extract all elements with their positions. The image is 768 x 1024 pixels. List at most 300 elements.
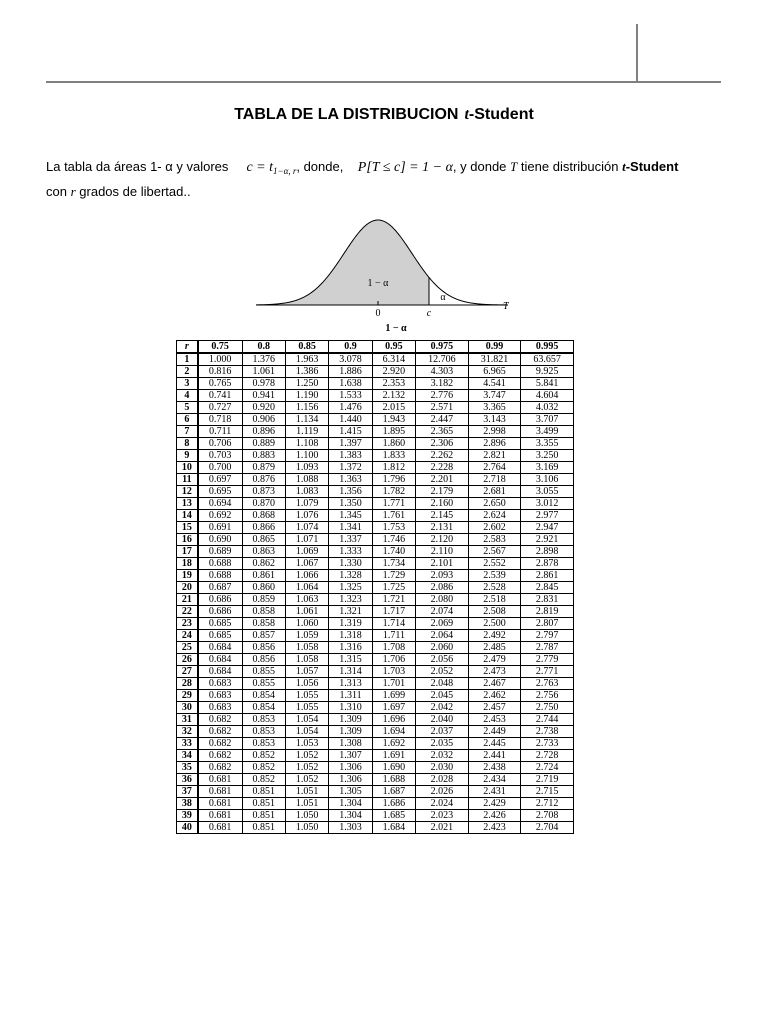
title-variable: t bbox=[464, 106, 469, 123]
table-cell: 0.685 bbox=[198, 630, 242, 642]
table-cell: 2.947 bbox=[521, 522, 574, 534]
intro-text-2: , donde, bbox=[296, 159, 344, 174]
table-cell: 0.857 bbox=[242, 630, 285, 642]
table-cell: 2.518 bbox=[468, 594, 521, 606]
table-cell: 2.779 bbox=[521, 654, 574, 666]
table-cell: 0.681 bbox=[198, 786, 242, 798]
table-row bbox=[177, 510, 574, 522]
table-cell: 1.886 bbox=[329, 366, 372, 378]
table-cell: 1.796 bbox=[372, 474, 415, 486]
table-cell: 0.855 bbox=[242, 666, 285, 678]
table-cell: 2.145 bbox=[416, 510, 469, 522]
table-cell: 2.571 bbox=[416, 402, 469, 414]
table-cell: 2.093 bbox=[416, 570, 469, 582]
table-cell: 1.415 bbox=[329, 426, 372, 438]
intro-text-1: La tabla da áreas 1- α y valores bbox=[46, 159, 229, 174]
table-cell: 1.313 bbox=[329, 678, 372, 690]
intro-text-3: , y donde bbox=[452, 159, 507, 174]
row-df-cell: 34 bbox=[177, 750, 198, 762]
table-cell: 1.330 bbox=[329, 558, 372, 570]
table-cell: 2.650 bbox=[468, 498, 521, 510]
formula-c-main: c = t bbox=[246, 160, 274, 175]
table-cell: 1.372 bbox=[329, 462, 372, 474]
table-cell: 1.321 bbox=[329, 606, 372, 618]
row-df-cell: 5 bbox=[177, 402, 198, 414]
table-cell: 2.426 bbox=[468, 810, 521, 822]
table-cell: 2.977 bbox=[521, 510, 574, 522]
row-df-cell: 1 bbox=[177, 353, 198, 366]
table-cell: 0.694 bbox=[198, 498, 242, 510]
table-cell: 1.771 bbox=[372, 498, 415, 510]
table-cell: 1.703 bbox=[372, 666, 415, 678]
table-cell: 0.906 bbox=[242, 414, 285, 426]
table-cell: 1.694 bbox=[372, 726, 415, 738]
table-cell: 2.583 bbox=[468, 534, 521, 546]
table-cell: 2.160 bbox=[416, 498, 469, 510]
table-cell: 0.700 bbox=[198, 462, 242, 474]
row-df-cell: 38 bbox=[177, 798, 198, 810]
table-row bbox=[177, 546, 574, 558]
table-cell: 1.055 bbox=[285, 690, 328, 702]
table-cell: 3.055 bbox=[521, 486, 574, 498]
table-cell: 2.567 bbox=[468, 546, 521, 558]
table-cell: 2.861 bbox=[521, 570, 574, 582]
table-cell: 1.069 bbox=[285, 546, 328, 558]
table-row bbox=[177, 402, 574, 414]
table-cell: 1.721 bbox=[372, 594, 415, 606]
table-cell: 2.998 bbox=[468, 426, 521, 438]
table-cell: 0.854 bbox=[242, 702, 285, 714]
table-cell: 0.682 bbox=[198, 726, 242, 738]
table-cell: 1.753 bbox=[372, 522, 415, 534]
table-cell: 0.689 bbox=[198, 546, 242, 558]
table-cell: 0.681 bbox=[198, 822, 242, 834]
table-cell: 2.733 bbox=[521, 738, 574, 750]
table-cell: 1.304 bbox=[329, 798, 372, 810]
table-cell: 1.761 bbox=[372, 510, 415, 522]
table-cell: 2.052 bbox=[416, 666, 469, 678]
table-cell: 1.088 bbox=[285, 474, 328, 486]
table-cell: 1.711 bbox=[372, 630, 415, 642]
table-cell: 0.883 bbox=[242, 450, 285, 462]
intro-var-T: T bbox=[510, 159, 518, 174]
table-cell: 2.712 bbox=[521, 798, 574, 810]
tail-label: α bbox=[440, 292, 446, 303]
table-cell: 0.691 bbox=[198, 522, 242, 534]
header-col: 0.975 bbox=[416, 341, 469, 354]
table-cell: 2.048 bbox=[416, 678, 469, 690]
row-df-cell: 29 bbox=[177, 690, 198, 702]
table-cell: 2.921 bbox=[521, 534, 574, 546]
row-df-cell: 30 bbox=[177, 702, 198, 714]
row-df-cell: 17 bbox=[177, 546, 198, 558]
table-cell: 2.845 bbox=[521, 582, 574, 594]
table-cell: 1.341 bbox=[329, 522, 372, 534]
table-cell: 2.764 bbox=[468, 462, 521, 474]
table-cell: 0.683 bbox=[198, 678, 242, 690]
table-cell: 1.054 bbox=[285, 714, 328, 726]
table-cell: 4.303 bbox=[416, 366, 469, 378]
table-cell: 1.323 bbox=[329, 594, 372, 606]
table-cell: 1.050 bbox=[285, 822, 328, 834]
table-cell: 2.718 bbox=[468, 474, 521, 486]
table-cell: 2.473 bbox=[468, 666, 521, 678]
table-cell: 63.657 bbox=[521, 353, 574, 366]
table-row bbox=[177, 486, 574, 498]
row-df-cell: 20 bbox=[177, 582, 198, 594]
table-cell: 1.250 bbox=[285, 378, 328, 390]
table-cell: 0.765 bbox=[198, 378, 242, 390]
header-col: 0.95 bbox=[372, 341, 415, 354]
table-cell: 6.965 bbox=[468, 366, 521, 378]
table-cell: 2.708 bbox=[521, 810, 574, 822]
table-cell: 2.228 bbox=[416, 462, 469, 474]
table-row bbox=[177, 474, 574, 486]
table-cell: 1.052 bbox=[285, 774, 328, 786]
row-df-cell: 36 bbox=[177, 774, 198, 786]
table-cell: 2.060 bbox=[416, 642, 469, 654]
table-row bbox=[177, 786, 574, 798]
table-cell: 2.015 bbox=[372, 402, 415, 414]
table-cell: 0.706 bbox=[198, 438, 242, 450]
table-row bbox=[177, 594, 574, 606]
header-col: 0.995 bbox=[521, 341, 574, 354]
table-cell: 1.190 bbox=[285, 390, 328, 402]
formula-c-sub: 1−α, r bbox=[273, 166, 297, 176]
table-cell: 0.978 bbox=[242, 378, 285, 390]
curve-shaded-area bbox=[256, 220, 429, 305]
table-cell: 1.067 bbox=[285, 558, 328, 570]
header-col: 0.8 bbox=[242, 341, 285, 354]
table-cell: 0.889 bbox=[242, 438, 285, 450]
row-df-cell: 24 bbox=[177, 630, 198, 642]
table-cell: 1.079 bbox=[285, 498, 328, 510]
table-cell: 1.100 bbox=[285, 450, 328, 462]
table-cell: 1.686 bbox=[372, 798, 415, 810]
table-cell: 0.853 bbox=[242, 714, 285, 726]
table-cell: 1.305 bbox=[329, 786, 372, 798]
table-cell: 1.052 bbox=[285, 762, 328, 774]
table-cell: 2.056 bbox=[416, 654, 469, 666]
table-cell: 0.684 bbox=[198, 666, 242, 678]
table-cell: 2.101 bbox=[416, 558, 469, 570]
table-row bbox=[177, 462, 574, 474]
row-df-cell: 40 bbox=[177, 822, 198, 834]
table-cell: 1.316 bbox=[329, 642, 372, 654]
table-cell: 0.703 bbox=[198, 450, 242, 462]
table-cell: 0.941 bbox=[242, 390, 285, 402]
table-cell: 1.333 bbox=[329, 546, 372, 558]
row-df-cell: 6 bbox=[177, 414, 198, 426]
table-cell: 0.686 bbox=[198, 594, 242, 606]
table-cell: 2.179 bbox=[416, 486, 469, 498]
table-cell: 2.035 bbox=[416, 738, 469, 750]
table-cell: 0.741 bbox=[198, 390, 242, 402]
row-df-cell: 35 bbox=[177, 762, 198, 774]
table-cell: 1.696 bbox=[372, 714, 415, 726]
table-cell: 3.365 bbox=[468, 402, 521, 414]
table-row bbox=[177, 774, 574, 786]
table-cell: 2.738 bbox=[521, 726, 574, 738]
table-cell: 3.707 bbox=[521, 414, 574, 426]
table-cell: 0.876 bbox=[242, 474, 285, 486]
table-cell: 0.692 bbox=[198, 510, 242, 522]
table-cell: 2.365 bbox=[416, 426, 469, 438]
table-row bbox=[177, 654, 574, 666]
intro-text-4: tiene distribución bbox=[520, 159, 619, 174]
table-row bbox=[177, 353, 574, 366]
table-cell: 1.304 bbox=[329, 810, 372, 822]
table-cell: 1.055 bbox=[285, 702, 328, 714]
table-cell: 1.717 bbox=[372, 606, 415, 618]
table-cell: 0.816 bbox=[198, 366, 242, 378]
table-cell: 1.093 bbox=[285, 462, 328, 474]
table-row bbox=[177, 582, 574, 594]
table-cell: 0.852 bbox=[242, 750, 285, 762]
table-cell: 0.865 bbox=[242, 534, 285, 546]
table-cell: 2.896 bbox=[468, 438, 521, 450]
table-cell: 1.714 bbox=[372, 618, 415, 630]
table-cell: 1.328 bbox=[329, 570, 372, 582]
intro-text-5: -Student bbox=[625, 159, 679, 174]
table-cell: 0.856 bbox=[242, 642, 285, 654]
table-cell: 2.028 bbox=[416, 774, 469, 786]
row-df-cell: 33 bbox=[177, 738, 198, 750]
title-suffix: -Student bbox=[468, 106, 534, 123]
zero-label: 0 bbox=[375, 308, 381, 319]
table-cell: 2.037 bbox=[416, 726, 469, 738]
table-cell: 1.708 bbox=[372, 642, 415, 654]
table-cell: 0.711 bbox=[198, 426, 242, 438]
table-cell: 1.053 bbox=[285, 738, 328, 750]
table-cell: 2.750 bbox=[521, 702, 574, 714]
table-cell: 0.862 bbox=[242, 558, 285, 570]
table-cell: 0.727 bbox=[198, 402, 242, 414]
table-cell: 1.156 bbox=[285, 402, 328, 414]
table-cell: 2.920 bbox=[372, 366, 415, 378]
table-cell: 0.896 bbox=[242, 426, 285, 438]
table-cell: 0.920 bbox=[242, 402, 285, 414]
table-row bbox=[177, 810, 574, 822]
table-cell: 2.467 bbox=[468, 678, 521, 690]
table-cell: 2.306 bbox=[416, 438, 469, 450]
table-cell: 1.054 bbox=[285, 726, 328, 738]
table-cell: 0.859 bbox=[242, 594, 285, 606]
table-cell: 0.853 bbox=[242, 738, 285, 750]
table-cell: 1.308 bbox=[329, 738, 372, 750]
table-cell: 2.262 bbox=[416, 450, 469, 462]
row-df-cell: 13 bbox=[177, 498, 198, 510]
header-rule bbox=[46, 81, 721, 83]
table-cell: 2.492 bbox=[468, 630, 521, 642]
table-cell: 1.314 bbox=[329, 666, 372, 678]
table-row bbox=[177, 798, 574, 810]
table-cell: 2.479 bbox=[468, 654, 521, 666]
table-cell: 0.863 bbox=[242, 546, 285, 558]
table-cell: 2.821 bbox=[468, 450, 521, 462]
table-cell: 2.086 bbox=[416, 582, 469, 594]
table-cell: 0.868 bbox=[242, 510, 285, 522]
table-cell: 1.692 bbox=[372, 738, 415, 750]
table-cell: 2.878 bbox=[521, 558, 574, 570]
table-cell: 1.383 bbox=[329, 450, 372, 462]
table-row bbox=[177, 822, 574, 834]
table-cell: 2.434 bbox=[468, 774, 521, 786]
table-header-row bbox=[177, 341, 574, 354]
table-cell: 2.728 bbox=[521, 750, 574, 762]
intro-line2-r: r bbox=[70, 184, 76, 199]
table-cell: 2.132 bbox=[372, 390, 415, 402]
table-cell: 2.026 bbox=[416, 786, 469, 798]
table-cell: 0.688 bbox=[198, 558, 242, 570]
table-row bbox=[177, 438, 574, 450]
table-cell: 1.311 bbox=[329, 690, 372, 702]
table-cell: 0.682 bbox=[198, 738, 242, 750]
table-cell: 1.309 bbox=[329, 714, 372, 726]
table-cell: 2.449 bbox=[468, 726, 521, 738]
table-row bbox=[177, 426, 574, 438]
table-cell: 1.685 bbox=[372, 810, 415, 822]
table-row bbox=[177, 690, 574, 702]
table-cell: 1.309 bbox=[329, 726, 372, 738]
table-cell: 1.691 bbox=[372, 750, 415, 762]
table-cell: 0.879 bbox=[242, 462, 285, 474]
t-distribution-table bbox=[176, 340, 574, 834]
table-cell: 1.051 bbox=[285, 786, 328, 798]
table-cell: 1.356 bbox=[329, 486, 372, 498]
table-cell: 1.303 bbox=[329, 822, 372, 834]
row-df-cell: 37 bbox=[177, 786, 198, 798]
table-cell: 1.533 bbox=[329, 390, 372, 402]
table-cell: 0.858 bbox=[242, 606, 285, 618]
table-cell: 2.021 bbox=[416, 822, 469, 834]
table-cell: 2.030 bbox=[416, 762, 469, 774]
row-df-cell: 2 bbox=[177, 366, 198, 378]
table-cell: 1.306 bbox=[329, 762, 372, 774]
table-cell: 3.078 bbox=[329, 353, 372, 366]
table-cell: 1.687 bbox=[372, 786, 415, 798]
row-df-cell: 4 bbox=[177, 390, 198, 402]
table-row bbox=[177, 714, 574, 726]
table-cell: 2.045 bbox=[416, 690, 469, 702]
table-cell: 1.074 bbox=[285, 522, 328, 534]
table-cell: 2.787 bbox=[521, 642, 574, 654]
table-cell: 1.746 bbox=[372, 534, 415, 546]
table-cell: 2.423 bbox=[468, 822, 521, 834]
row-df-cell: 9 bbox=[177, 450, 198, 462]
table-cell: 0.853 bbox=[242, 726, 285, 738]
table-cell: 0.851 bbox=[242, 798, 285, 810]
table-cell: 2.453 bbox=[468, 714, 521, 726]
table-cell: 1.071 bbox=[285, 534, 328, 546]
row-df-cell: 32 bbox=[177, 726, 198, 738]
intro-line-1 bbox=[46, 152, 736, 186]
table-row bbox=[177, 666, 574, 678]
table-row bbox=[177, 450, 574, 462]
table-cell: 1.061 bbox=[242, 366, 285, 378]
table-cell: 1.476 bbox=[329, 402, 372, 414]
table-cell: 2.131 bbox=[416, 522, 469, 534]
area-label: 1 − α bbox=[367, 278, 389, 289]
intro-line2-a: con bbox=[46, 184, 67, 199]
table-cell: 0.690 bbox=[198, 534, 242, 546]
table-row bbox=[177, 738, 574, 750]
table-cell: 2.080 bbox=[416, 594, 469, 606]
table-cell: 1.363 bbox=[329, 474, 372, 486]
row-df-cell: 7 bbox=[177, 426, 198, 438]
table-cell: 0.855 bbox=[242, 678, 285, 690]
table-cell: 31.821 bbox=[468, 353, 521, 366]
table-cell: 2.441 bbox=[468, 750, 521, 762]
table-cell: 1.083 bbox=[285, 486, 328, 498]
table-cell: 2.771 bbox=[521, 666, 574, 678]
table-cell: 1.690 bbox=[372, 762, 415, 774]
table-cell: 12.706 bbox=[416, 353, 469, 366]
intro-line-2 bbox=[46, 184, 191, 200]
table-row bbox=[177, 390, 574, 402]
table-cell: 0.682 bbox=[198, 762, 242, 774]
table-cell: 1.812 bbox=[372, 462, 415, 474]
table-row bbox=[177, 762, 574, 774]
table-cell: 2.110 bbox=[416, 546, 469, 558]
table-cell: 1.440 bbox=[329, 414, 372, 426]
row-df-cell: 27 bbox=[177, 666, 198, 678]
table-row bbox=[177, 522, 574, 534]
row-df-cell: 3 bbox=[177, 378, 198, 390]
table-cell: 0.856 bbox=[242, 654, 285, 666]
table-row bbox=[177, 678, 574, 690]
table-cell: 1.061 bbox=[285, 606, 328, 618]
table-cell: 0.687 bbox=[198, 582, 242, 594]
table-body bbox=[177, 353, 574, 834]
table-cell: 4.541 bbox=[468, 378, 521, 390]
table-cell: 2.353 bbox=[372, 378, 415, 390]
table-cell: 1.895 bbox=[372, 426, 415, 438]
table-cell: 1.050 bbox=[285, 810, 328, 822]
table-cell: 2.552 bbox=[468, 558, 521, 570]
table-cell: 1.688 bbox=[372, 774, 415, 786]
row-df-cell: 26 bbox=[177, 654, 198, 666]
table-cell: 1.066 bbox=[285, 570, 328, 582]
table-row bbox=[177, 570, 574, 582]
row-df-cell: 15 bbox=[177, 522, 198, 534]
table-cell: 1.397 bbox=[329, 438, 372, 450]
table-cell: 1.684 bbox=[372, 822, 415, 834]
table-cell: 2.719 bbox=[521, 774, 574, 786]
table-cell: 2.447 bbox=[416, 414, 469, 426]
table-cell: 0.684 bbox=[198, 654, 242, 666]
table-cell: 1.706 bbox=[372, 654, 415, 666]
table-cell: 2.438 bbox=[468, 762, 521, 774]
table-row bbox=[177, 534, 574, 546]
table-cell: 2.457 bbox=[468, 702, 521, 714]
table-cell: 4.604 bbox=[521, 390, 574, 402]
row-df-cell: 31 bbox=[177, 714, 198, 726]
table-cell: 2.120 bbox=[416, 534, 469, 546]
table-cell: 4.032 bbox=[521, 402, 574, 414]
table-cell: 5.841 bbox=[521, 378, 574, 390]
table-row bbox=[177, 726, 574, 738]
table-cell: 0.860 bbox=[242, 582, 285, 594]
table-cell: 1.386 bbox=[285, 366, 328, 378]
table-cell: 0.681 bbox=[198, 810, 242, 822]
table-cell: 3.250 bbox=[521, 450, 574, 462]
table-cell: 2.445 bbox=[468, 738, 521, 750]
table-cell: 0.688 bbox=[198, 570, 242, 582]
table-cell: 0.681 bbox=[198, 774, 242, 786]
table-cell: 2.485 bbox=[468, 642, 521, 654]
table-cell: 0.854 bbox=[242, 690, 285, 702]
